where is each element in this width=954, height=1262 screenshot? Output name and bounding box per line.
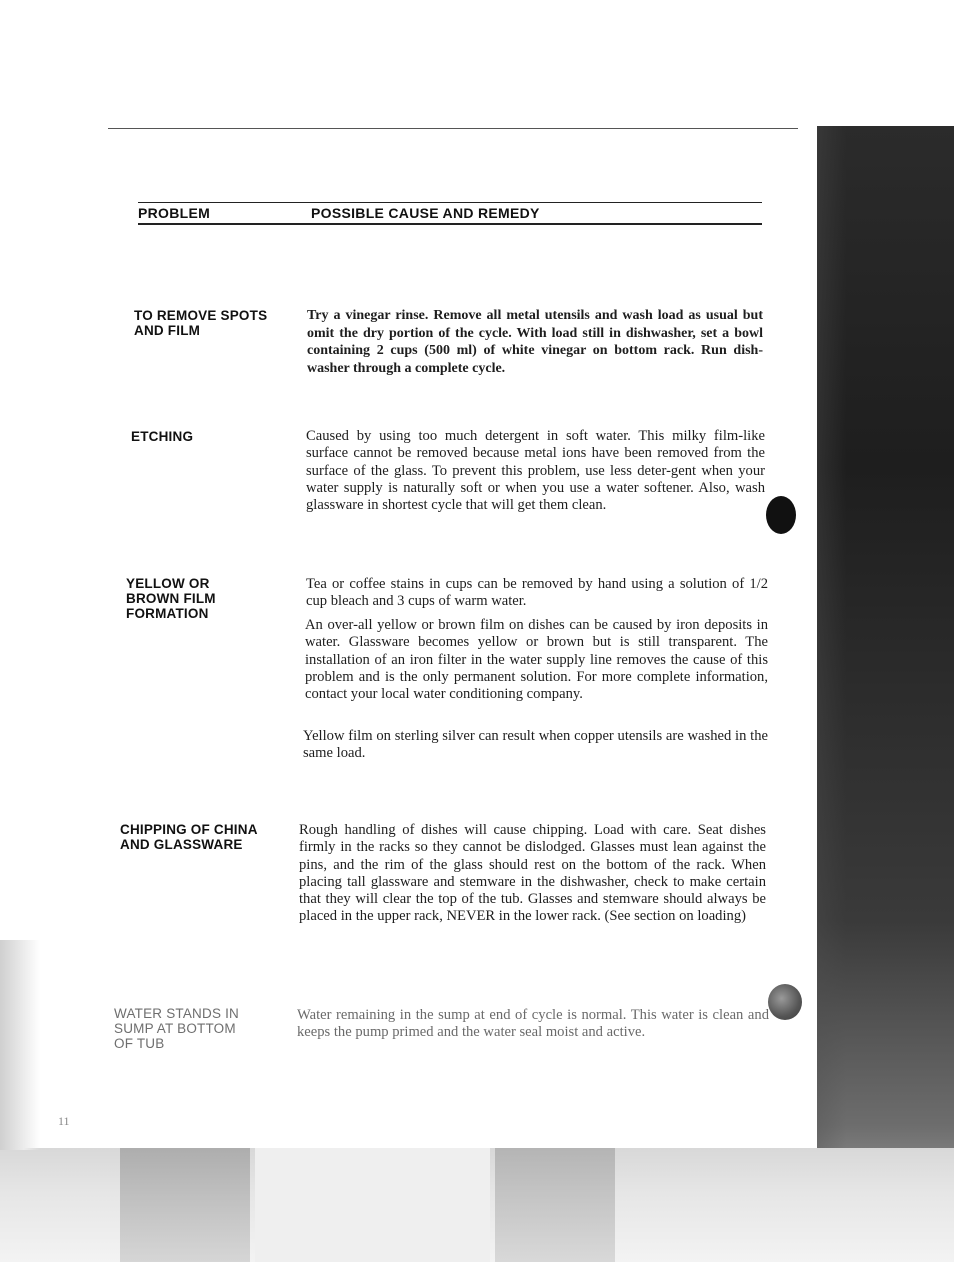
- remedy-yellow-film-1: Tea or coffee stains in cups can be removed by hand using a solution of 1/2 cup bleach and 3 cups of warm water.: [306, 576, 768, 610]
- remedy-yellow-film-3: Yellow film on sterling silver can result when copper utensils are washed in the same load.: [303, 728, 768, 762]
- scan-shadow-right: [800, 126, 954, 1262]
- remedy-yellow-film-2: An over-all yellow or brown film on dishes can be caused by iron deposits in water. Glassware becomes yellow or brown but is still transparent. The installation of an iron filter in the water supply line removes the cause of this problem and is the only permanent solution. For more complete information, contact your local water conditioning company.: [305, 617, 768, 703]
- remedy-spots: Try a vinegar rinse. Remove all metal utensils and wash load as usual but omit the dry portion of the cycle. With load still in dishwasher, set a bowl containing 2 cups (500 ml) of white vinegar on bottom rack. Run dish-washer through a complete cycle.: [307, 308, 763, 376]
- problem-label-yellow-film: [126, 576, 216, 621]
- remedy-water-stands: Water remaining in the sump at end of cycle is normal. This water is clean and keeps the pump primed and the water seal moist and active.: [297, 1007, 769, 1041]
- label-line: BROWN FILM: [126, 591, 216, 606]
- label-line: CHIPPING OF CHINA: [120, 822, 258, 837]
- header-rule-top: [138, 202, 762, 203]
- header-remedy: POSSIBLE CAUSE AND REMEDY: [311, 205, 540, 221]
- label-line: SUMP AT BOTTOM: [114, 1021, 236, 1036]
- problem-label-chipping: [120, 822, 258, 852]
- punch-hole: [766, 496, 796, 534]
- header-problem: PROBLEM: [138, 205, 211, 221]
- scan-artifact: [255, 1148, 490, 1262]
- label-line: ETCHING: [131, 429, 194, 444]
- paper-sheet: [40, 0, 817, 1148]
- punch-hole: [768, 984, 802, 1020]
- label-line: OF TUB: [114, 1036, 165, 1051]
- scan-shadow-bottom: [0, 1148, 954, 1262]
- page-number: 11: [58, 1114, 70, 1128]
- label-line: YELLOW OR: [126, 576, 210, 591]
- label-line: WATER STANDS IN: [114, 1006, 240, 1021]
- label-line: AND GLASSWARE: [120, 837, 243, 852]
- top-rule: [108, 128, 798, 129]
- label-line: AND FILM: [134, 323, 201, 338]
- scan-artifact: [495, 1148, 615, 1262]
- remedy-etching: Caused by using too much detergent in soft water. This milky film-like surface cannot be removed because metal ions have been removed from the surface of the glass. To prevent this problem, use less deter-gent when your water supply is naturally soft or when you use a water softener. Also, wash glassware in shortest cycle that will get them clean.: [306, 428, 765, 514]
- label-line: FORMATION: [126, 606, 209, 621]
- scan-shadow-left: [0, 940, 40, 1150]
- problem-label-etching: [131, 429, 193, 444]
- problem-label-spots: [134, 308, 267, 338]
- label-line: TO REMOVE SPOTS: [134, 308, 268, 323]
- problem-label-water-stands: [114, 1006, 239, 1051]
- header-rule-bottom: [138, 223, 762, 225]
- scan-artifact: [120, 1148, 250, 1262]
- remedy-chipping: Rough handling of dishes will cause chipping. Load with care. Seat dishes firmly in the racks so they cannot be dislodged. Glasses must lean against the pins, and the rim of the glass should rest on the bottom of the rack. When placing tall glassware and stemware in the dishwasher, check to make certain that they will clear the top of the tub. Glasses and stemware should always be placed in the upper rack, NEVER in the lower rack. (See section on loading): [299, 822, 766, 925]
